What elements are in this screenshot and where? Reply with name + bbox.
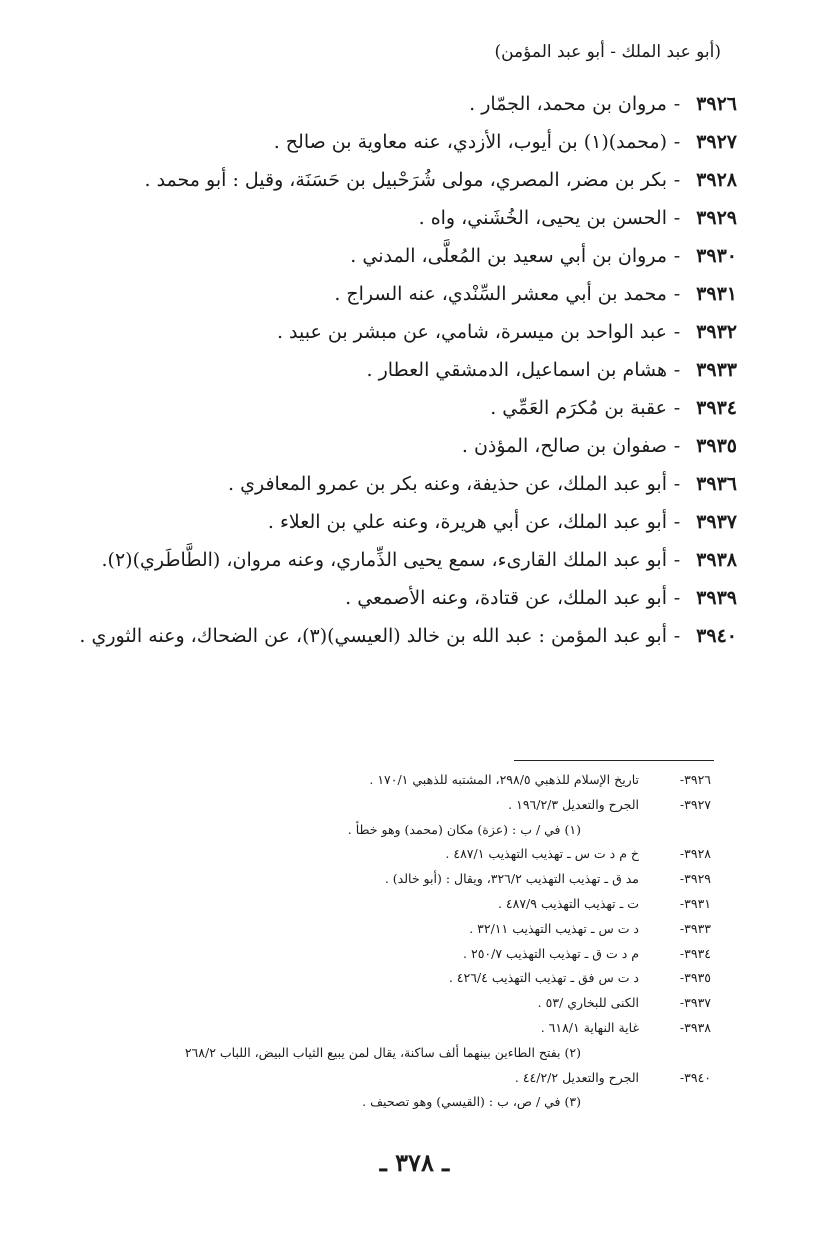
entry-number: ٣٩٣٦ (696, 473, 737, 495)
footnote-number: ٣٩٣٨- (679, 1019, 711, 1035)
footnote-item (91, 842, 711, 867)
entry-number: ٣٩٣٣ (696, 359, 737, 381)
footnote-item (91, 1016, 711, 1041)
entry-item: ٣٩٣٢ - عبد الواحد بن ميسرة، شامي، عن مبشر بن عبيد . (77, 314, 737, 351)
footnote-text: (٢) بفتح الطاءين بينهما ألف ساكنة، يقال لمن يبيع الثياب البيض، اللباب ٢٦٨/٢ (184, 1044, 581, 1060)
footnote-item (91, 1090, 711, 1115)
entry-number: ٣٩٢٧ (696, 131, 737, 153)
entry-text: محمد بن أبي معشر السِّنْدي، عنه السراج . (334, 283, 667, 305)
entry-item: ٣٩٣٣ - هشام بن اسماعيل، الدمشقي العطار . (77, 352, 737, 389)
entry-text: مروان بن أبي سعيد بن المُعلَّى، المدني . (350, 245, 667, 267)
footnote-number: ٣٩٢٦- (679, 772, 711, 787)
entry-text: أبو عبد الملك، عن أبي هريرة، وعنه علي بن العلاء . (267, 511, 667, 533)
footnote-divider (514, 760, 714, 761)
footnote-text: (٣) في / ص، ب : (القيسي) وهو تصحيف . (362, 1094, 581, 1110)
footnote-item (91, 917, 711, 942)
entry-number: ٣٩٤٠ (696, 625, 737, 647)
footnote-text: الجرح والتعديل ١٩٦/٢/٣ . (508, 796, 639, 812)
entry-item: ٣٩٤٠ - أبو عبد المؤمن : عبد الله بن خالد (العيسي)(٣)، عن الضحاك، وعنه الثوري . (77, 618, 737, 655)
entry-item: ٣٩٢٧ - (محمد)(١) بن أيوب، الأزدي، عنه معاوية بن صالح . (77, 124, 737, 161)
entry-item: ٣٩٢٩ - الحسن بن يحيى، الخُشَني، واه . (77, 200, 737, 237)
entry-number: ٣٩٣٢ (696, 321, 737, 343)
entry-item: ٣٩٣٩ - أبو عبد الملك، عن قتادة، وعنه الأصمعي . (77, 580, 737, 617)
footnote-number: ٣٩٢٧- (679, 796, 711, 812)
entry-number: ٣٩٢٦ (696, 93, 737, 115)
footnote-number: ٣٩٣٥- (679, 970, 711, 986)
entry-number: ٣٩٢٨ (696, 169, 737, 191)
entry-item: ٣٩٣٥ - صفوان بن صالح، المؤذن . (77, 428, 737, 465)
footnote-text: خ م د ت س ـ تهذيب التهذيب ٤٨٧/١ . (445, 846, 639, 862)
footnote-number (653, 818, 711, 843)
footnote-item (91, 818, 711, 843)
footnote-number: ٣٩٣١- (679, 895, 711, 911)
footnote-number: ٣٩٤٠- (679, 1069, 711, 1085)
footnote-number (653, 1090, 711, 1115)
footnote-number: ٣٩٣٤- (679, 945, 711, 961)
footnote-item (91, 1066, 711, 1091)
footnote-number: ٣٩٢٨- (679, 846, 711, 862)
page-number: ـ ٣٧٨ ـ (379, 1148, 450, 1177)
entry-list (77, 86, 737, 656)
footnote-item (91, 1041, 711, 1066)
footnote-item (91, 991, 711, 1016)
footnote-text: د ت س فق ـ تهذيب التهذيب ٤٢٦/٤ . (448, 970, 639, 986)
entry-number: ٣٩٣٧ (696, 511, 737, 533)
footnote-number (653, 1041, 711, 1066)
footnote-text: مد ق ـ تهذيب التهذيب ٣٢٦/٢، ويقال : (أبو خالد) . (384, 871, 639, 887)
entry-item: ٣٩٣٧ - أبو عبد الملك، عن أبي هريرة، وعنه علي بن العلاء . (77, 504, 737, 541)
footnote-text: الجرح والتعديل ٤٤/٢/٢ . (514, 1069, 639, 1085)
entry-number: ٣٩٣٥ (696, 435, 737, 457)
footnote-text: (١) في / ب : (عزة) مكان (محمد) وهو خطأ . (347, 821, 581, 837)
footnote-text: الكنى للبخاري /٥٣ . (537, 995, 639, 1011)
footnote-text: تاريخ الإسلام للذهبي ٢٩٨/٥، المشتبه للذهبي ١٧٠/١ . (369, 772, 639, 787)
footnotes (91, 768, 711, 1115)
entry-text: الحسن بن يحيى، الخُشَني، واه . (418, 207, 667, 229)
entry-number: ٣٩٣٩ (696, 587, 737, 609)
entry-number: ٣٩٣١ (696, 283, 737, 305)
entry-text: عقبة بن مُكرَم العَمِّي . (490, 397, 667, 419)
entry-number: ٣٩٢٩ (696, 207, 737, 229)
entry-item: ٣٩٣٤ - عقبة بن مُكرَم العَمِّي . (77, 390, 737, 427)
entry-text: مروان بن محمد، الجمّار . (469, 93, 667, 115)
entry-item: ٣٩٢٨ - بكر بن مضر، المصري، مولى شُرَحْبيل بن حَسَنَة، وقيل : أبو محمد . (77, 162, 737, 199)
footnote-item (91, 942, 711, 967)
entry-text: صفوان بن صالح، المؤذن . (461, 435, 667, 457)
footnote-number: ٣٩٣٣- (679, 920, 711, 936)
entry-item: ٣٩٣٠ - مروان بن أبي سعيد بن المُعلَّى، المدني . (77, 238, 737, 275)
footnote-item (91, 768, 711, 793)
entry-text: أبو عبد الملك، عن قتادة، وعنه الأصمعي . (345, 587, 667, 609)
footnote-number: ٣٩٢٩- (679, 871, 711, 887)
entry-item: ٣٩٣٦ - أبو عبد الملك، عن حذيفة، وعنه بكر بن عمرو المعافري . (77, 466, 737, 503)
entry-text: أبو عبد المؤمن : عبد الله بن خالد (العيسي)(٣)، عن الضحاك، وعنه الثوري . (79, 625, 667, 647)
footnote-text: م د ت ق ـ تهذيب التهذيب ٢٥٠/٧ . (463, 945, 639, 961)
running-head: (أبو عبد الملك - أبو عبد المؤمن) (494, 42, 721, 62)
entry-number: ٣٩٣٨ (696, 549, 737, 571)
entry-item: ٣٩٣٨ - أبو عبد الملك القارىء، سمع يحيى الذِّماري، وعنه مروان، (الطَّاطَري)(٢). (77, 542, 737, 579)
footnote-text: د ت س ـ تهذيب التهذيب ٣٢/١١ . (469, 920, 639, 936)
entry-text: هشام بن اسماعيل، الدمشقي العطار . (366, 359, 667, 381)
footnote-text: ت ـ تهذيب التهذيب ٤٨٧/٩ . (497, 895, 639, 911)
entry-text: أبو عبد الملك، عن حذيفة، وعنه بكر بن عمرو المعافري . (228, 473, 667, 495)
entry-text: بكر بن مضر، المصري، مولى شُرَحْبيل بن حَسَنَة، وقيل : أبو محمد . (144, 169, 667, 191)
entry-text: أبو عبد الملك القارىء، سمع يحيى الذِّماري، وعنه مروان، (الطَّاطَري)(٢). (101, 549, 667, 571)
footnote-item (91, 892, 711, 917)
entry-number: ٣٩٣٤ (696, 397, 737, 419)
entry-item: ٣٩٣١ - محمد بن أبي معشر السِّنْدي، عنه السراج . (77, 276, 737, 313)
entry-text: عبد الواحد بن ميسرة، شامي، عن مبشر بن عبيد . (276, 321, 667, 343)
footnote-item (91, 793, 711, 818)
footnote-item (91, 966, 711, 991)
footnote-item (91, 867, 711, 892)
footnote-text: غاية النهاية ٦١٨/١ . (540, 1019, 639, 1035)
entry-text: (محمد)(١) بن أيوب، الأزدي، عنه معاوية بن صالح . (273, 131, 667, 153)
footnote-number: ٣٩٣٧- (679, 995, 711, 1011)
entry-item: ٣٩٢٦ - مروان بن محمد، الجمّار . (77, 86, 737, 123)
entry-number: ٣٩٣٠ (696, 245, 737, 267)
